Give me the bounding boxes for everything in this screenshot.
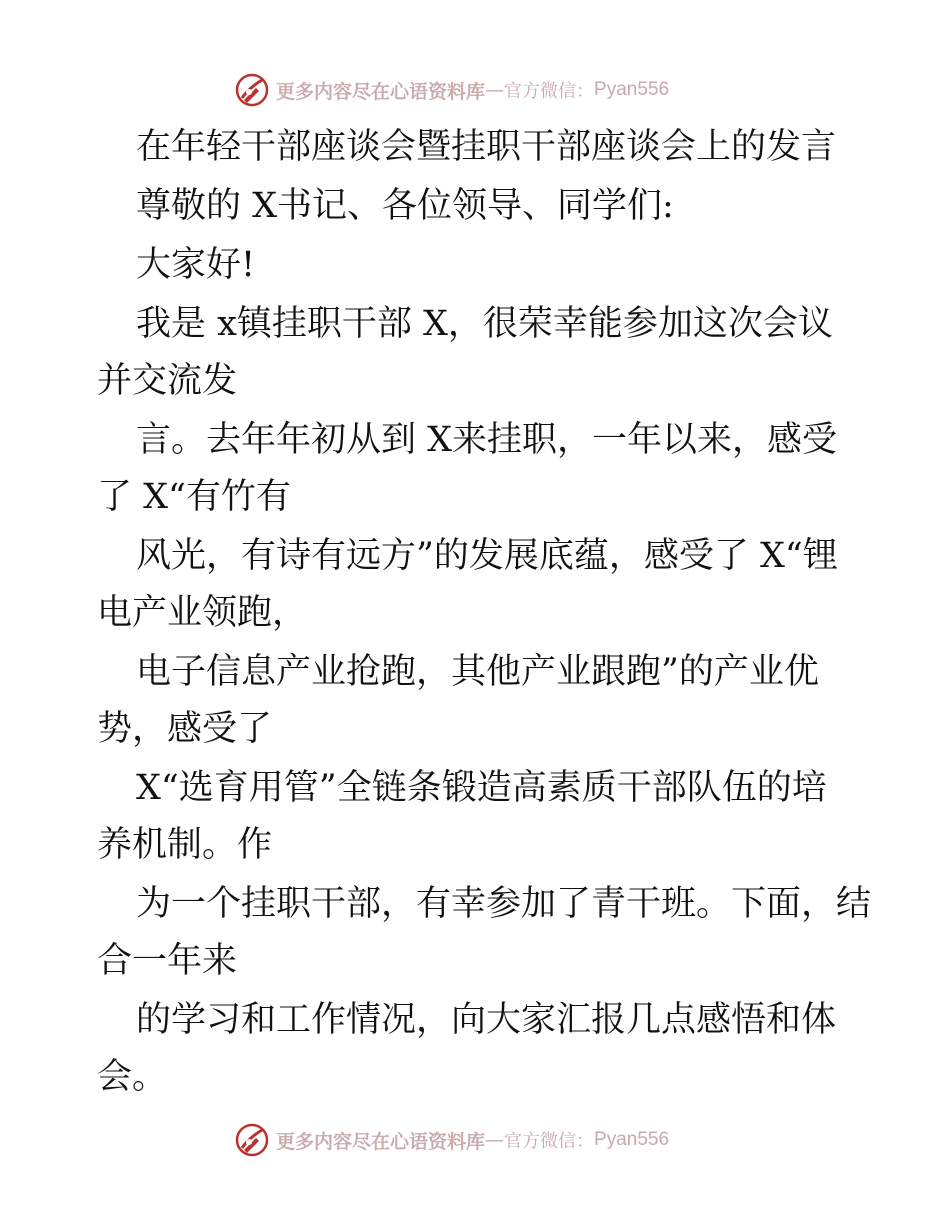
footer-banner bbox=[234, 1120, 669, 1160]
banner-dash: — bbox=[485, 1129, 505, 1151]
banner-dash: — bbox=[485, 79, 505, 101]
paragraph-line: 电产业领跑， bbox=[97, 593, 308, 633]
paragraph-line: 电子信息产业抢跑，其他产业跟跑”的产业优 bbox=[136, 652, 819, 692]
salutation: 尊敬的 X书记、各位领导、同学们: bbox=[136, 186, 674, 226]
paragraph-line: 风光，有诗有远方”的发展底蕴，感受了 X“锂 bbox=[136, 536, 838, 576]
paragraph-line: X“选育用管”全链条锻造高素质干部队伍的培 bbox=[136, 768, 827, 808]
banner-wechat-id: Pyan556 bbox=[594, 79, 670, 100]
paragraph-line: 合一年来 bbox=[97, 941, 238, 981]
paragraph-line: 为一个挂职干部，有幸参加了青干班。下面，结 bbox=[136, 884, 872, 924]
paragraph-line: 言。去年年初从到 X来挂职，一年以来，感受 bbox=[136, 420, 838, 460]
document-title: 在年轻干部座谈会暨挂职干部座谈会上的发言 bbox=[136, 127, 837, 167]
banner-site-name: 更多内容尽在心语资料库 bbox=[276, 1130, 486, 1153]
banner-site-name: 更多内容尽在心语资料库 bbox=[276, 80, 486, 103]
paragraph-line: 并交流发 bbox=[97, 361, 238, 401]
paragraph-line: 了 X“有竹有 bbox=[97, 477, 291, 517]
pen-logo-icon bbox=[234, 72, 270, 108]
paragraph-line: 我是 x镇挂职干部 X，很荣幸能参加这次会议 bbox=[136, 304, 833, 344]
paragraph-line: 养机制。作 bbox=[97, 825, 273, 865]
paragraph-line: 的学习和工作情况，向大家汇报几点感悟和体 bbox=[136, 1000, 837, 1040]
header-banner bbox=[234, 70, 669, 110]
greeting: 大家好! bbox=[136, 245, 256, 285]
pen-logo-icon bbox=[234, 1122, 270, 1158]
banner-wechat-label: 官方微信： bbox=[504, 1131, 595, 1152]
paragraph-line: 势，感受了 bbox=[97, 709, 273, 749]
banner-wechat-id: Pyan556 bbox=[594, 1129, 670, 1150]
banner-wechat-label: 官方微信： bbox=[504, 81, 595, 102]
paragraph-line: 会。 bbox=[97, 1057, 168, 1097]
